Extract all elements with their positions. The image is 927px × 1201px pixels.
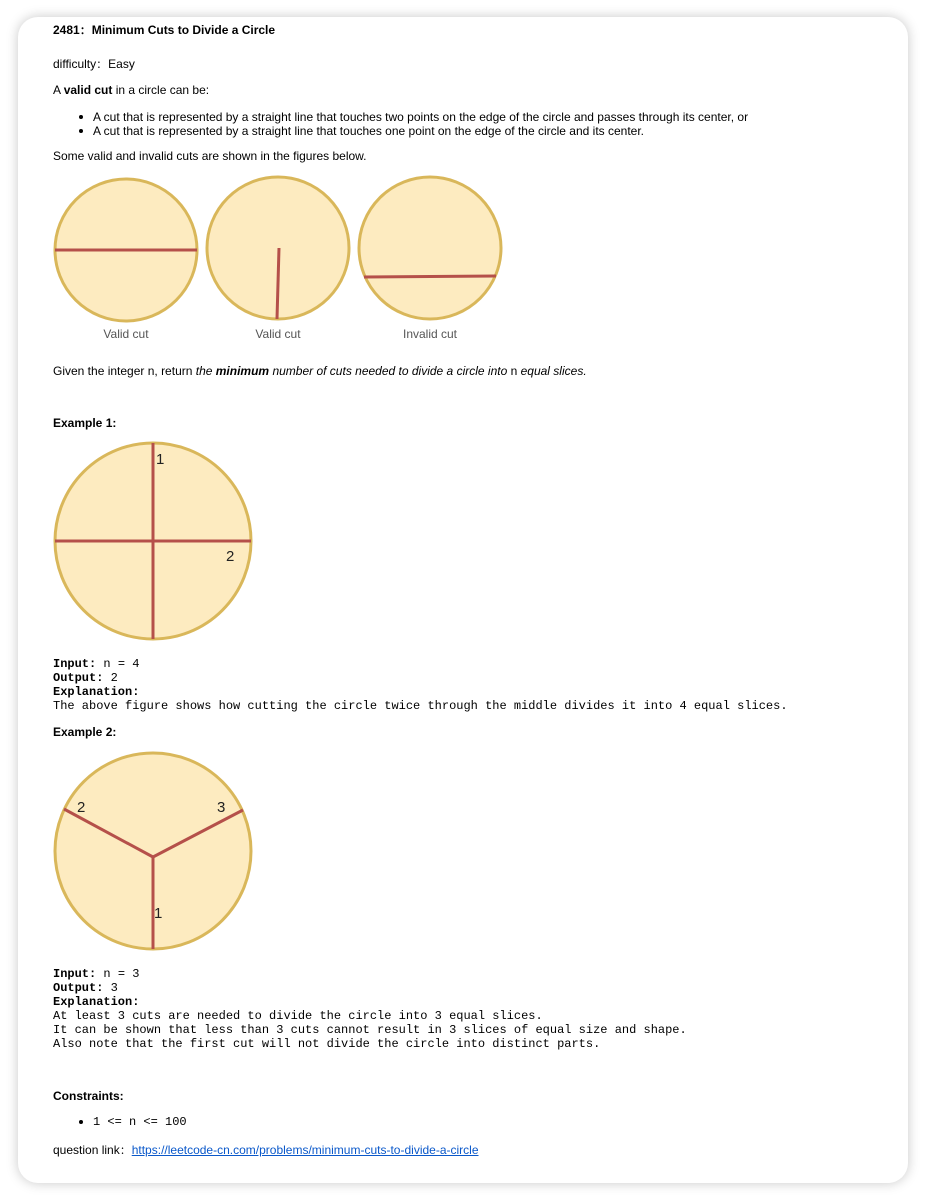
example-1-heading: Example 1: <box>53 416 117 430</box>
difficulty-value: Easy <box>108 57 135 71</box>
circle-invalid <box>359 177 501 319</box>
example-2-explanation-label: Explanation: <box>53 995 140 1009</box>
difficulty <box>53 57 135 71</box>
example-2-explanation-line: At least 3 cuts are needed to divide the circle into 3 equal slices. <box>53 1009 543 1023</box>
question-link[interactable]: https://leetcode-cn.com/problems/minimum-cuts-to-divide-a-circle <box>131 1143 479 1157</box>
figure-label-3: Invalid cut <box>402 327 458 341</box>
question-link-label: question link： <box>53 1143 132 1157</box>
constraints-heading: Constraints: <box>53 1089 124 1103</box>
intro-pre: A <box>53 83 64 97</box>
task-em1: the <box>195 364 216 378</box>
figure-label-2: Valid cut <box>255 327 301 341</box>
bullet-dot <box>79 129 83 133</box>
task-em3: equal slices. <box>517 364 587 378</box>
task-pre: Given the integer n, return <box>53 364 196 378</box>
intro-bold: valid cut <box>63 83 113 97</box>
example-1-output <box>53 671 118 685</box>
example-1-explanation-label: Explanation: <box>53 685 140 699</box>
bullet-dot <box>79 1120 83 1124</box>
cut-label-2: 2 <box>77 799 86 816</box>
input-label: Input: <box>53 657 97 671</box>
task-n: n <box>510 364 518 378</box>
cut-label-1: 1 <box>154 905 163 922</box>
cut-line <box>364 276 496 277</box>
output-label: Output: <box>53 981 104 995</box>
cut-line <box>277 248 279 319</box>
task-em-bold: minimum <box>215 364 270 378</box>
example-2-input <box>53 967 139 981</box>
output-value: 2 <box>103 671 118 685</box>
example-2-heading: Example 2: <box>53 725 117 739</box>
cut-label-2: 2 <box>226 548 235 565</box>
input-value: n = 3 <box>96 967 140 981</box>
input-value: n = 4 <box>96 657 140 671</box>
intro-text <box>53 83 209 97</box>
bullet-item-2: A cut that is represented by a straight line that touches one point on the edge of the circle and its center. <box>93 124 645 138</box>
example-1-explanation-line: The above figure shows how cutting the circle twice through the middle divides it into 4 equal slices. <box>53 699 788 713</box>
constraint-item: 1 <= n <= 100 <box>93 1115 187 1129</box>
task-statement <box>53 364 587 378</box>
question-link-row <box>53 1143 479 1157</box>
example-2-explanation-line: Also note that the first cut will not divide the circle into distinct parts. <box>53 1037 601 1051</box>
example-2-figure <box>50 749 256 953</box>
bullet-item-1: A cut that is represented by a straight line that touches two points on the edge of the circle and passes through its center, or <box>93 110 749 124</box>
figures-intro: Some valid and invalid cuts are shown in the figures below. <box>53 149 367 163</box>
bullet-dot <box>79 115 83 119</box>
task-em2: number of cuts needed to divide a circle into <box>269 364 511 378</box>
page-title: 2481：Minimum Cuts to Divide a Circle <box>53 23 276 37</box>
output-value: 3 <box>103 981 118 995</box>
example-2-output <box>53 981 118 995</box>
example-1-input <box>53 657 139 671</box>
example-1-figure <box>50 440 256 644</box>
difficulty-label: difficulty： <box>53 57 109 71</box>
output-label: Output: <box>53 671 104 685</box>
example-2-explanation-line: It can be shown that less than 3 cuts cannot result in 3 slices of equal size and shape. <box>53 1023 687 1037</box>
cut-label-3: 3 <box>217 799 226 816</box>
cut-label-1: 1 <box>156 451 165 468</box>
input-label: Input: <box>53 967 97 981</box>
cut-examples-figure <box>50 175 510 345</box>
intro-post: in a circle can be: <box>112 83 210 97</box>
figure-label-1: Valid cut <box>103 327 149 341</box>
